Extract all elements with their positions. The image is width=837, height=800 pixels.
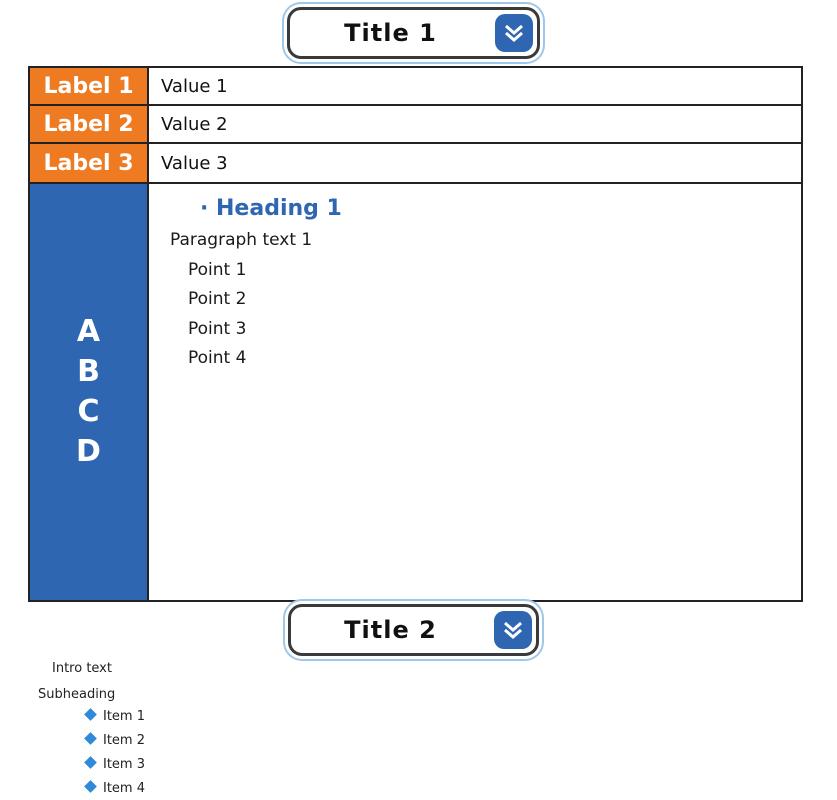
section-header-params (287, 7, 540, 59)
row-label: Label 1 (30, 68, 149, 104)
table-row (30, 106, 801, 144)
list-item: Item 1 (86, 706, 145, 728)
diamond-bullet-icon (84, 756, 97, 769)
apps-sub: Subheading (38, 687, 116, 702)
row-label: Label 2 (30, 106, 149, 142)
list-item: Point 1 (188, 259, 247, 280)
list-item: Point 4 (188, 348, 247, 368)
side-label (30, 184, 149, 600)
description-row (30, 184, 801, 600)
list-item: Item 2 (86, 730, 145, 752)
side-label-char: B (77, 354, 100, 389)
diamond-bullet-icon (84, 708, 97, 721)
table-row (30, 68, 801, 106)
double-chevron-down-icon (494, 611, 532, 649)
application-scope (38, 656, 817, 796)
diamond-bullet-icon (84, 732, 97, 745)
row-value: Value 1 (161, 75, 228, 97)
section-title-apps: Title 2 (344, 616, 437, 644)
table-row (30, 144, 801, 184)
apps-intro: Intro text (52, 661, 112, 676)
description-paragraph: Paragraph text 1 (170, 230, 313, 250)
side-label-char: A (76, 314, 101, 349)
description-title: · Heading 1 (200, 196, 342, 221)
section-title-params: Title 1 (344, 19, 437, 47)
section-header-apps (288, 604, 539, 656)
diamond-bullet-icon (84, 780, 97, 793)
double-chevron-down-icon (495, 14, 533, 52)
params-table (28, 66, 803, 602)
side-label-char: D (76, 434, 101, 469)
row-value: Value 3 (161, 152, 228, 174)
description (170, 192, 783, 374)
list-item: Item 4 (86, 778, 145, 800)
list-item: Point 2 (188, 289, 247, 309)
row-value: Value 2 (161, 113, 228, 135)
side-label-char: C (77, 394, 100, 429)
list-item: Item 3 (86, 754, 145, 776)
list-item: Point 3 (188, 318, 247, 339)
row-label: Label 3 (30, 144, 149, 182)
